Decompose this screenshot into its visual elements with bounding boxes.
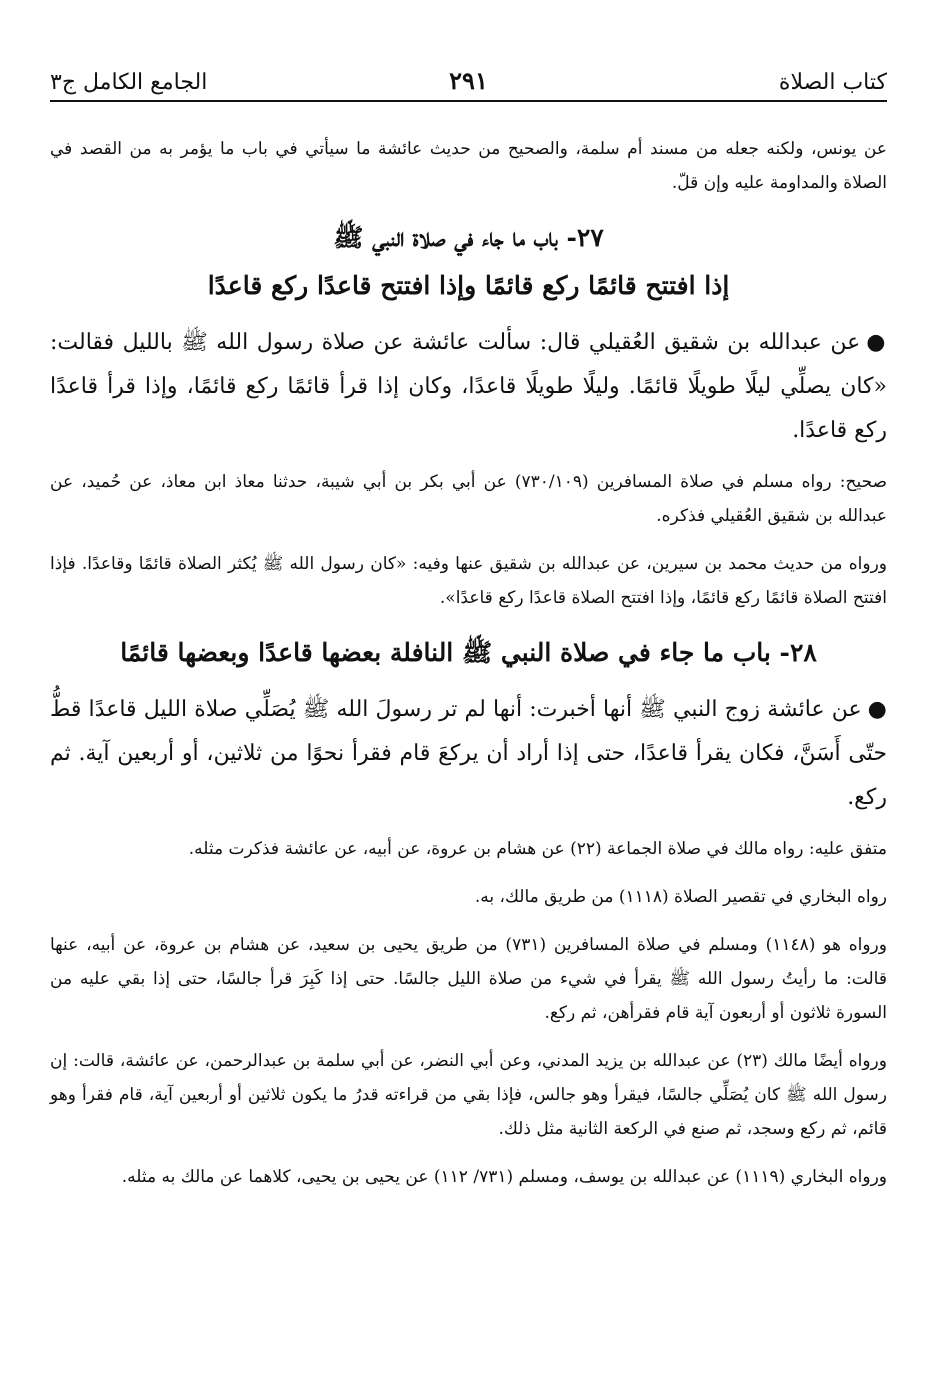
takhrij-paragraph: ورواه من حديث محمد بن سيرين، عن عبدالله بن شقيق عنها وفيه: «كان رسول الله ﷺ يُكثر الصلاة قائمًا وقاعدًا. فإذا افتتح الصلاة قائمًا ركع قائمًا، وإذا افتتح الصلاة قاعدًا ركع قاعدًا». xyxy=(50,554,887,608)
chapter-28-heading: ٢٨- باب ما جاء في صلاة النبي ﷺ النافلة بعضها قاعدًا وبعضها قائمًا xyxy=(120,638,817,667)
bullet-icon: ● xyxy=(866,329,888,355)
takhrij-paragraph: رواه البخاري في تقصير الصلاة (١١١٨) من طريق مالك، به. xyxy=(474,887,887,907)
hadith-text-body: عن عائشة زوج النبي ﷺ أنها أخبرت: أنها لم تر رسولَ الله ﷺ يُصَلِّي صلاة الليل قاعدًا قطُّ حتّى أَسَنَّ، فكان يقرأ قاعدًا، حتى إذا أراد أن يركعَ قام فقرأ نحوًا من ثلاثين، أو أربعين آية. ثم ركع. xyxy=(50,697,887,810)
continuation-paragraph: عن يونس، ولكنه جعله من مسند أم سلمة، والصحيح من حديث عائشة ما سيأتي في باب ما يؤمر به من القصد في الصلاة والمداومة عليه وإن قلّ. xyxy=(50,139,887,193)
hadith-text-body: عن عبدالله بن شقيق العُقيلي قال: سألت عائشة عن صلاة رسول الله ﷺ بالليل فقالت: «كان يصلِّي ليلًا طويلًا قائمًا. وليلًا طويلًا قاعدًا، وكان إذا قرأ قائمًا ركع قائمًا، وإذا قرأ قاعدًا ركع قاعدًا. xyxy=(50,330,887,443)
takhrij-paragraph: ورواه البخاري (١١١٩) عن عبدالله بن يوسف، ومسلم (٧٣١/ ١١٢) عن يحيى بن يحيى، كلاهما عن مالك به مثله. xyxy=(121,1167,887,1187)
running-header-book-title: كتاب الصلاة xyxy=(778,70,887,95)
hadith-text xyxy=(50,320,887,453)
takhrij-paragraph: ورواه أيضًا مالك (٢٣) عن عبدالله بن يزيد المدني، وعن أبي النضر، عن أبي سلمة بن عبدالرحمن، عن عائشة، قالت: إن رسول الله ﷺ كان يُصَلِّي جالسًا، فيقرأ وهو جالس، فإذا بقي من قراءته قدرُ ما يكون ثلاثين أو أربعين آية، قام فقرأ وهو قائم، ثم ركع وسجد، ثم صنع في الركعة الثانية مثل ذلك. xyxy=(50,1051,887,1139)
takhrij-paragraph: ورواه هو (١١٤٨) ومسلم في صلاة المسافرين (٧٣١) من طريق يحيى بن سعيد، عن هشام بن عروة، عن أبيه، عنها قالت: ما رأيتُ رسول الله ﷺ يقرأ في شيء من صلاة الليل جالسًا. حتى إذا كَبِرَ قرأ جالسًا، حتى إذا بقي عليه من السورة ثلاثون أو أربعون آية قام فقرأهن، ثم ركع. xyxy=(50,935,887,1023)
page-number: ٢٩١ xyxy=(449,66,488,95)
chapter-27-title-line-2: إذا افتتح قائمًا ركع قائمًا وإذا افتتح قاعدًا ركع قاعدًا xyxy=(207,271,730,300)
hadith-text xyxy=(50,687,887,820)
chapter-27-title-line-1: ٢٧- باب ما جاء في صلاة النبي ﷺ xyxy=(333,223,604,252)
takhrij-paragraph: متفق عليه: رواه مالك في صلاة الجماعة (٢٢) عن هشام بن عروة، عن أبيه، عن عائشة فذكرت مثله. xyxy=(188,839,887,859)
takhrij-paragraph: صحيح: رواه مسلم في صلاة المسافرين (٧٣٠/١٠٩) عن أبي بكر بن أبي شيبة، حدثنا معاذ ابن معاذ، عن حُميد، عن عبدالله بن شقيق العُقيلي فذكره. xyxy=(50,472,888,526)
page-body xyxy=(50,132,887,1208)
chapter-27-heading xyxy=(50,214,887,310)
running-header-volume: الجامع الكامل ج٣ xyxy=(50,70,208,95)
bullet-icon: ● xyxy=(867,696,887,722)
page-header xyxy=(50,60,887,102)
book-page xyxy=(50,0,887,1381)
